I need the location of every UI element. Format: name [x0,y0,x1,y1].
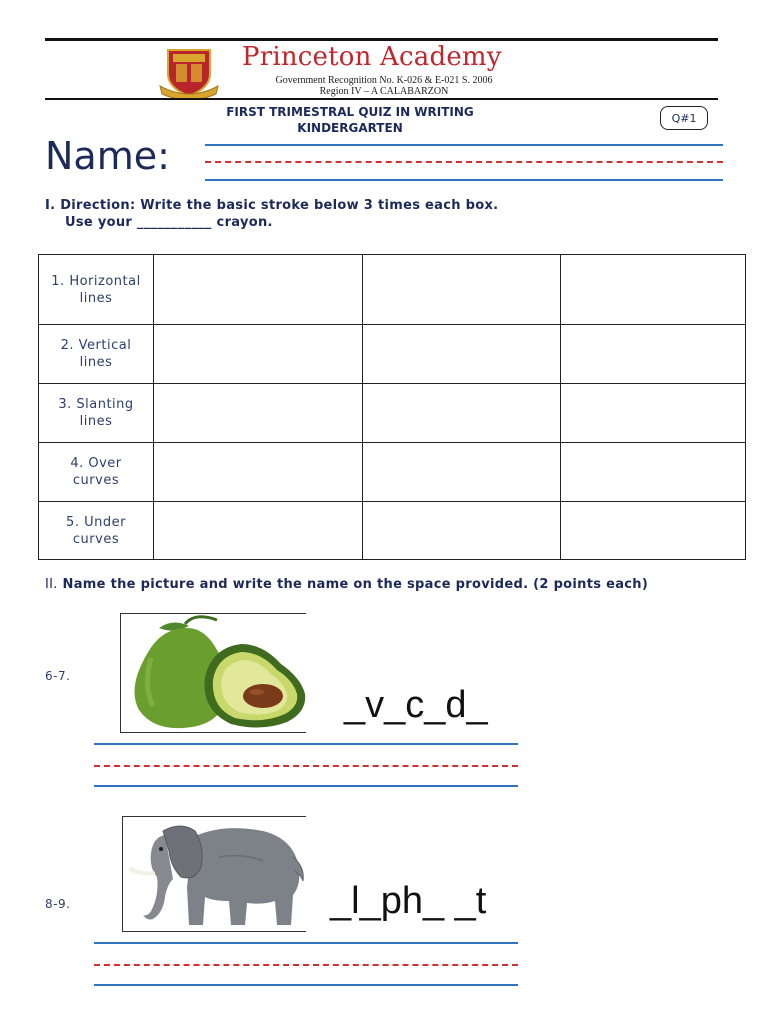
elephant-icon [123,817,306,931]
row-label [39,255,154,325]
recognition-text: Government Recognition No. K-026 & E-021 S. 2006 [275,75,493,86]
row-label-line1: 3. Slanting [58,397,134,412]
row-label-line1: 4. Over [70,456,122,471]
table-row [39,255,746,325]
practice-box[interactable] [363,255,561,325]
quiz-title-line1: FIRST TRIMESTRAL QUIZ IN WRITING [226,105,474,119]
name-writing-line-middle [205,161,723,163]
answer-line-bottom[interactable] [94,785,518,787]
row-label-line1: 2. Vertical [60,338,132,353]
row-label [39,384,154,443]
row-label-line2: curves [72,473,120,488]
practice-box[interactable] [154,325,363,384]
row-label [39,325,154,384]
top-rule [45,38,718,41]
practice-box[interactable] [154,502,363,560]
answer-line-top [94,743,518,745]
region-text: Region IV – A CALABARZON [319,86,449,97]
practice-box[interactable] [154,443,363,502]
row-label-line2: lines [79,414,113,429]
row-label [39,443,154,502]
answer-line-middle [94,765,518,767]
practice-box[interactable] [561,325,746,384]
practice-box[interactable] [561,255,746,325]
table-row [39,443,746,502]
row-label-line2: lines [79,355,113,370]
direction-line2: Use your ___________ crayon. [65,215,273,230]
avocado-picture [120,613,306,733]
row-label-line2: curves [72,531,120,547]
elephant-picture [122,816,306,932]
table-row [39,384,746,443]
part2-roman: II. [45,577,58,592]
answer-line-middle [94,964,518,966]
quiz-title [200,104,500,136]
avocado-icon [121,614,306,732]
name-writing-line-top [205,144,723,146]
quiz-title-line2: KINDERGARTEN [297,121,403,135]
practice-box[interactable] [363,443,561,502]
word-hint: _v_c_d_ [344,684,488,726]
quiz-number-badge: Q#1 [660,106,708,130]
answer-line-bottom[interactable] [94,984,518,986]
row-label-line1: 1. Horizontal [51,273,141,289]
practice-box[interactable] [363,502,561,560]
practice-box[interactable] [363,325,561,384]
header-rule [45,98,718,100]
practice-box[interactable] [154,384,363,443]
row-label-line2: lines [79,290,113,306]
school-crest-icon [158,44,220,100]
part2-instruction [45,577,648,592]
item-number: 8-9. [45,897,71,911]
school-name: Princeton Academy [242,42,502,72]
table-row [39,502,746,560]
practice-box[interactable] [363,384,561,443]
direction-text [45,197,498,231]
item-number: 6-7. [45,669,71,683]
row-label-line1: 5. Under [66,514,126,530]
practice-box[interactable] [561,502,746,560]
row-label [39,502,154,560]
part2-instruction-text: Name the picture and write the name on the space provided. (2 points each) [62,577,649,592]
answer-line-top [94,942,518,944]
direction-line1: I. Direction: Write the basic stroke below 3 times each box. [45,198,499,213]
name-label: Name: [45,134,170,178]
practice-box[interactable] [154,255,363,325]
strokes-table [38,254,746,560]
practice-box[interactable] [561,384,746,443]
table-row [39,325,746,384]
name-writing-line-bottom[interactable] [205,179,723,181]
word-hint: _l_ph_ _t [330,880,487,922]
practice-box[interactable] [561,443,746,502]
